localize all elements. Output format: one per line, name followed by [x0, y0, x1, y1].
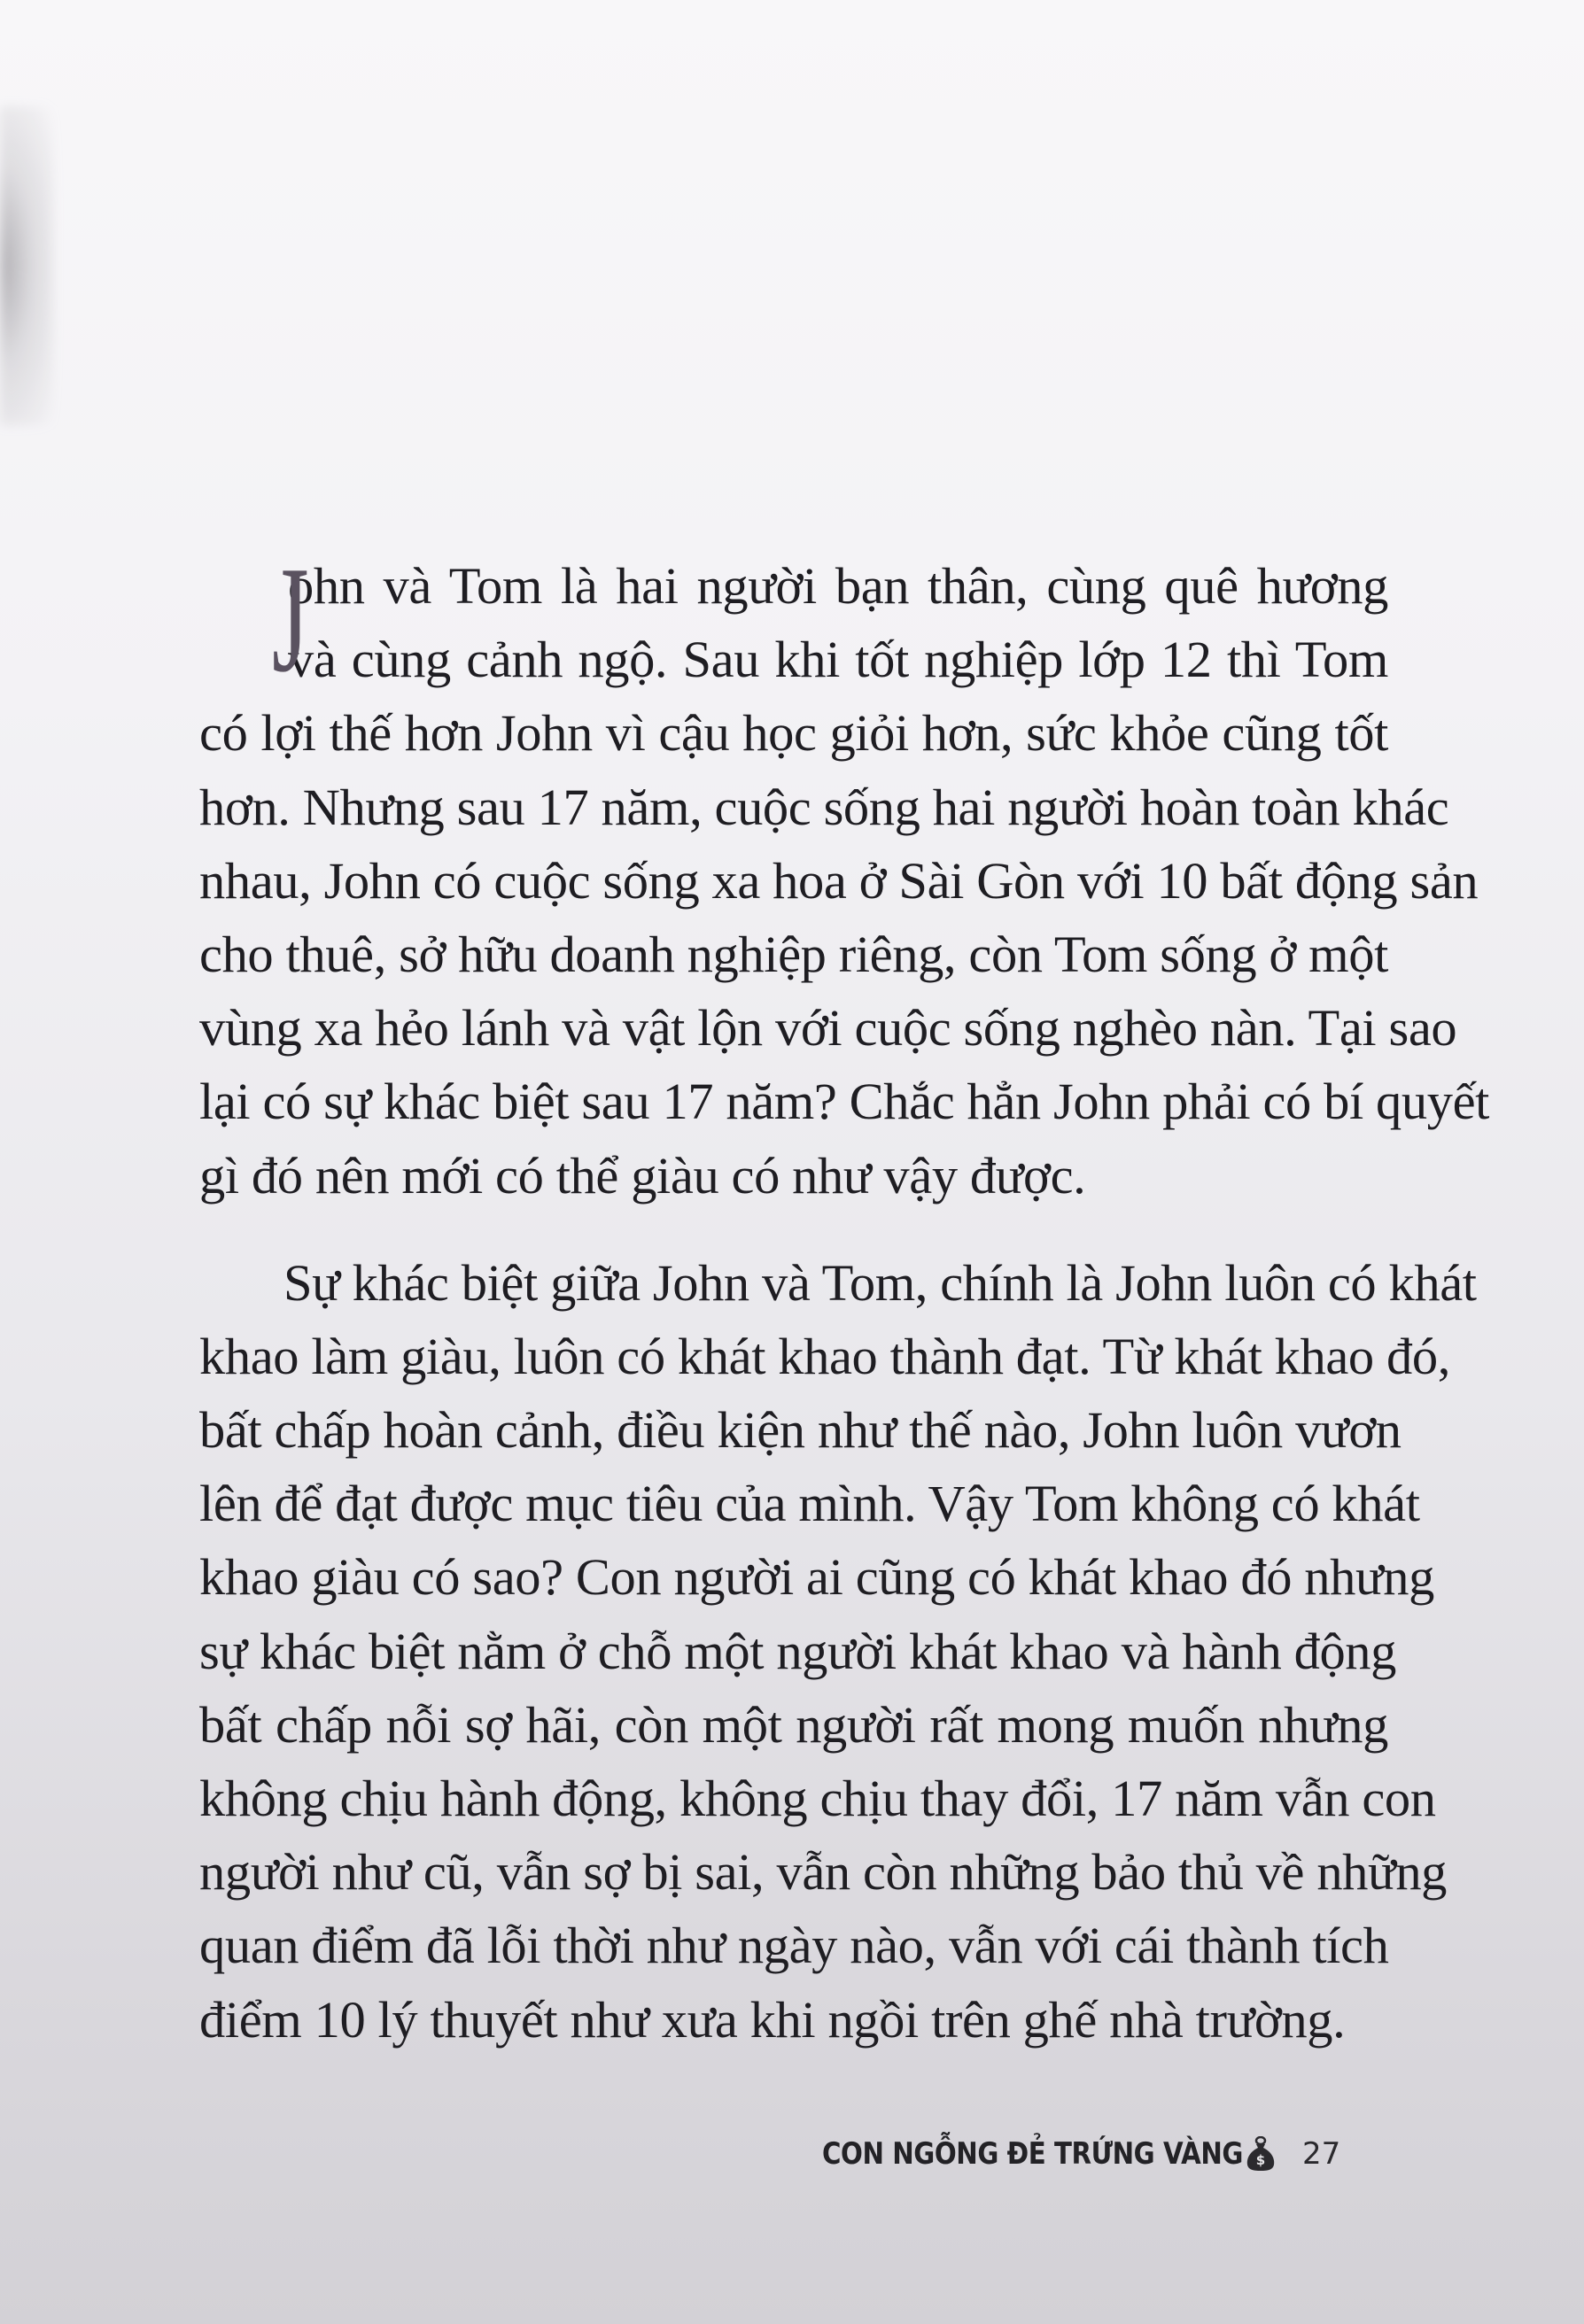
drop-cap-letter: J — [272, 536, 309, 704]
text-line: cho thuê, sở hữu doanh nghiệp riêng, còn Tom sống ở một — [199, 925, 1388, 983]
text-line: vùng xa hẻo lánh và vật lộn với cuộc sống nghèo nàn. Tại sao — [199, 999, 1457, 1057]
text-line: không chịu hành động, không chịu thay đổi, 17 năm vẫn con — [199, 1770, 1436, 1827]
text-line: người như cũ, vẫn sợ bị sai, vẫn còn những bảo thủ về những — [199, 1843, 1448, 1902]
page-footer — [822, 2133, 1340, 2175]
svg-text:$: $ — [1255, 2152, 1266, 2168]
bleed-through-text — [197, 177, 1388, 251]
text-line: bất chấp hoàn cảnh, điều kiện như thế nào, John luôn vươn — [199, 1401, 1402, 1460]
text-line: bất chấp nỗi sợ hãi, còn một người rất mong muốn nhưng — [199, 1695, 1388, 1754]
text-line: Sự khác biệt giữa John và Tom, chính là John luôn có khát — [283, 1253, 1477, 1312]
text-line: nhau, John có cuộc sống xa hoa ở Sài Gòn với 10 bất động sản — [199, 851, 1479, 910]
page-binding-shadow — [0, 106, 53, 425]
money-bag-icon — [1246, 2136, 1276, 2172]
text-line: gì đó nên mới có thể giàu có như vậy được. — [199, 1146, 1086, 1205]
text-line: lại có sự khác biệt sau 17 năm? Chắc hẳn John phải có bí quyết — [199, 1073, 1490, 1131]
text-line: khao làm giàu, luôn có khát khao thành đạt. Từ khát khao đó, — [199, 1327, 1450, 1385]
paragraph-2 — [199, 1246, 1477, 2057]
page-number: 27 — [1302, 2136, 1341, 2172]
text-line: sự khác biệt nằm ở chỗ một người khát khao và hành động — [199, 1622, 1397, 1680]
text-line: có lợi thế hơn John vì cậu học giỏi hơn, sức khỏe cũng tốt — [199, 704, 1388, 763]
text-line: quan điểm đã lỗi thời như ngày nào, vẫn với cái thành tích — [199, 1917, 1389, 1975]
text-line: và cùng cảnh ngộ. Sau khi tốt nghiệp lớp 12 thì Tom — [288, 631, 1388, 689]
text-line: lên để đạt được mục tiêu của mình. Vậy Tom không có khát — [199, 1475, 1420, 1533]
paragraph-1 — [199, 549, 1490, 1212]
text-line: điểm 10 lý thuyết như xưa khi ngồi trên ghế nhà trường. — [199, 1990, 1346, 2049]
text-line: khao giàu có sao? Con người ai cũng có khát khao đó nhưng — [199, 1548, 1434, 1607]
text-line: ohn và Tom là hai người bạn thân, cùng quê hương — [288, 557, 1388, 615]
text-line: hơn. Nhưng sau 17 năm, cuộc sống hai người hoàn toàn khác — [199, 778, 1449, 836]
page-body — [199, 536, 1490, 2057]
book-title: CON NGỖNG ĐẺ TRỨNG VÀNG — [822, 2136, 1244, 2172]
